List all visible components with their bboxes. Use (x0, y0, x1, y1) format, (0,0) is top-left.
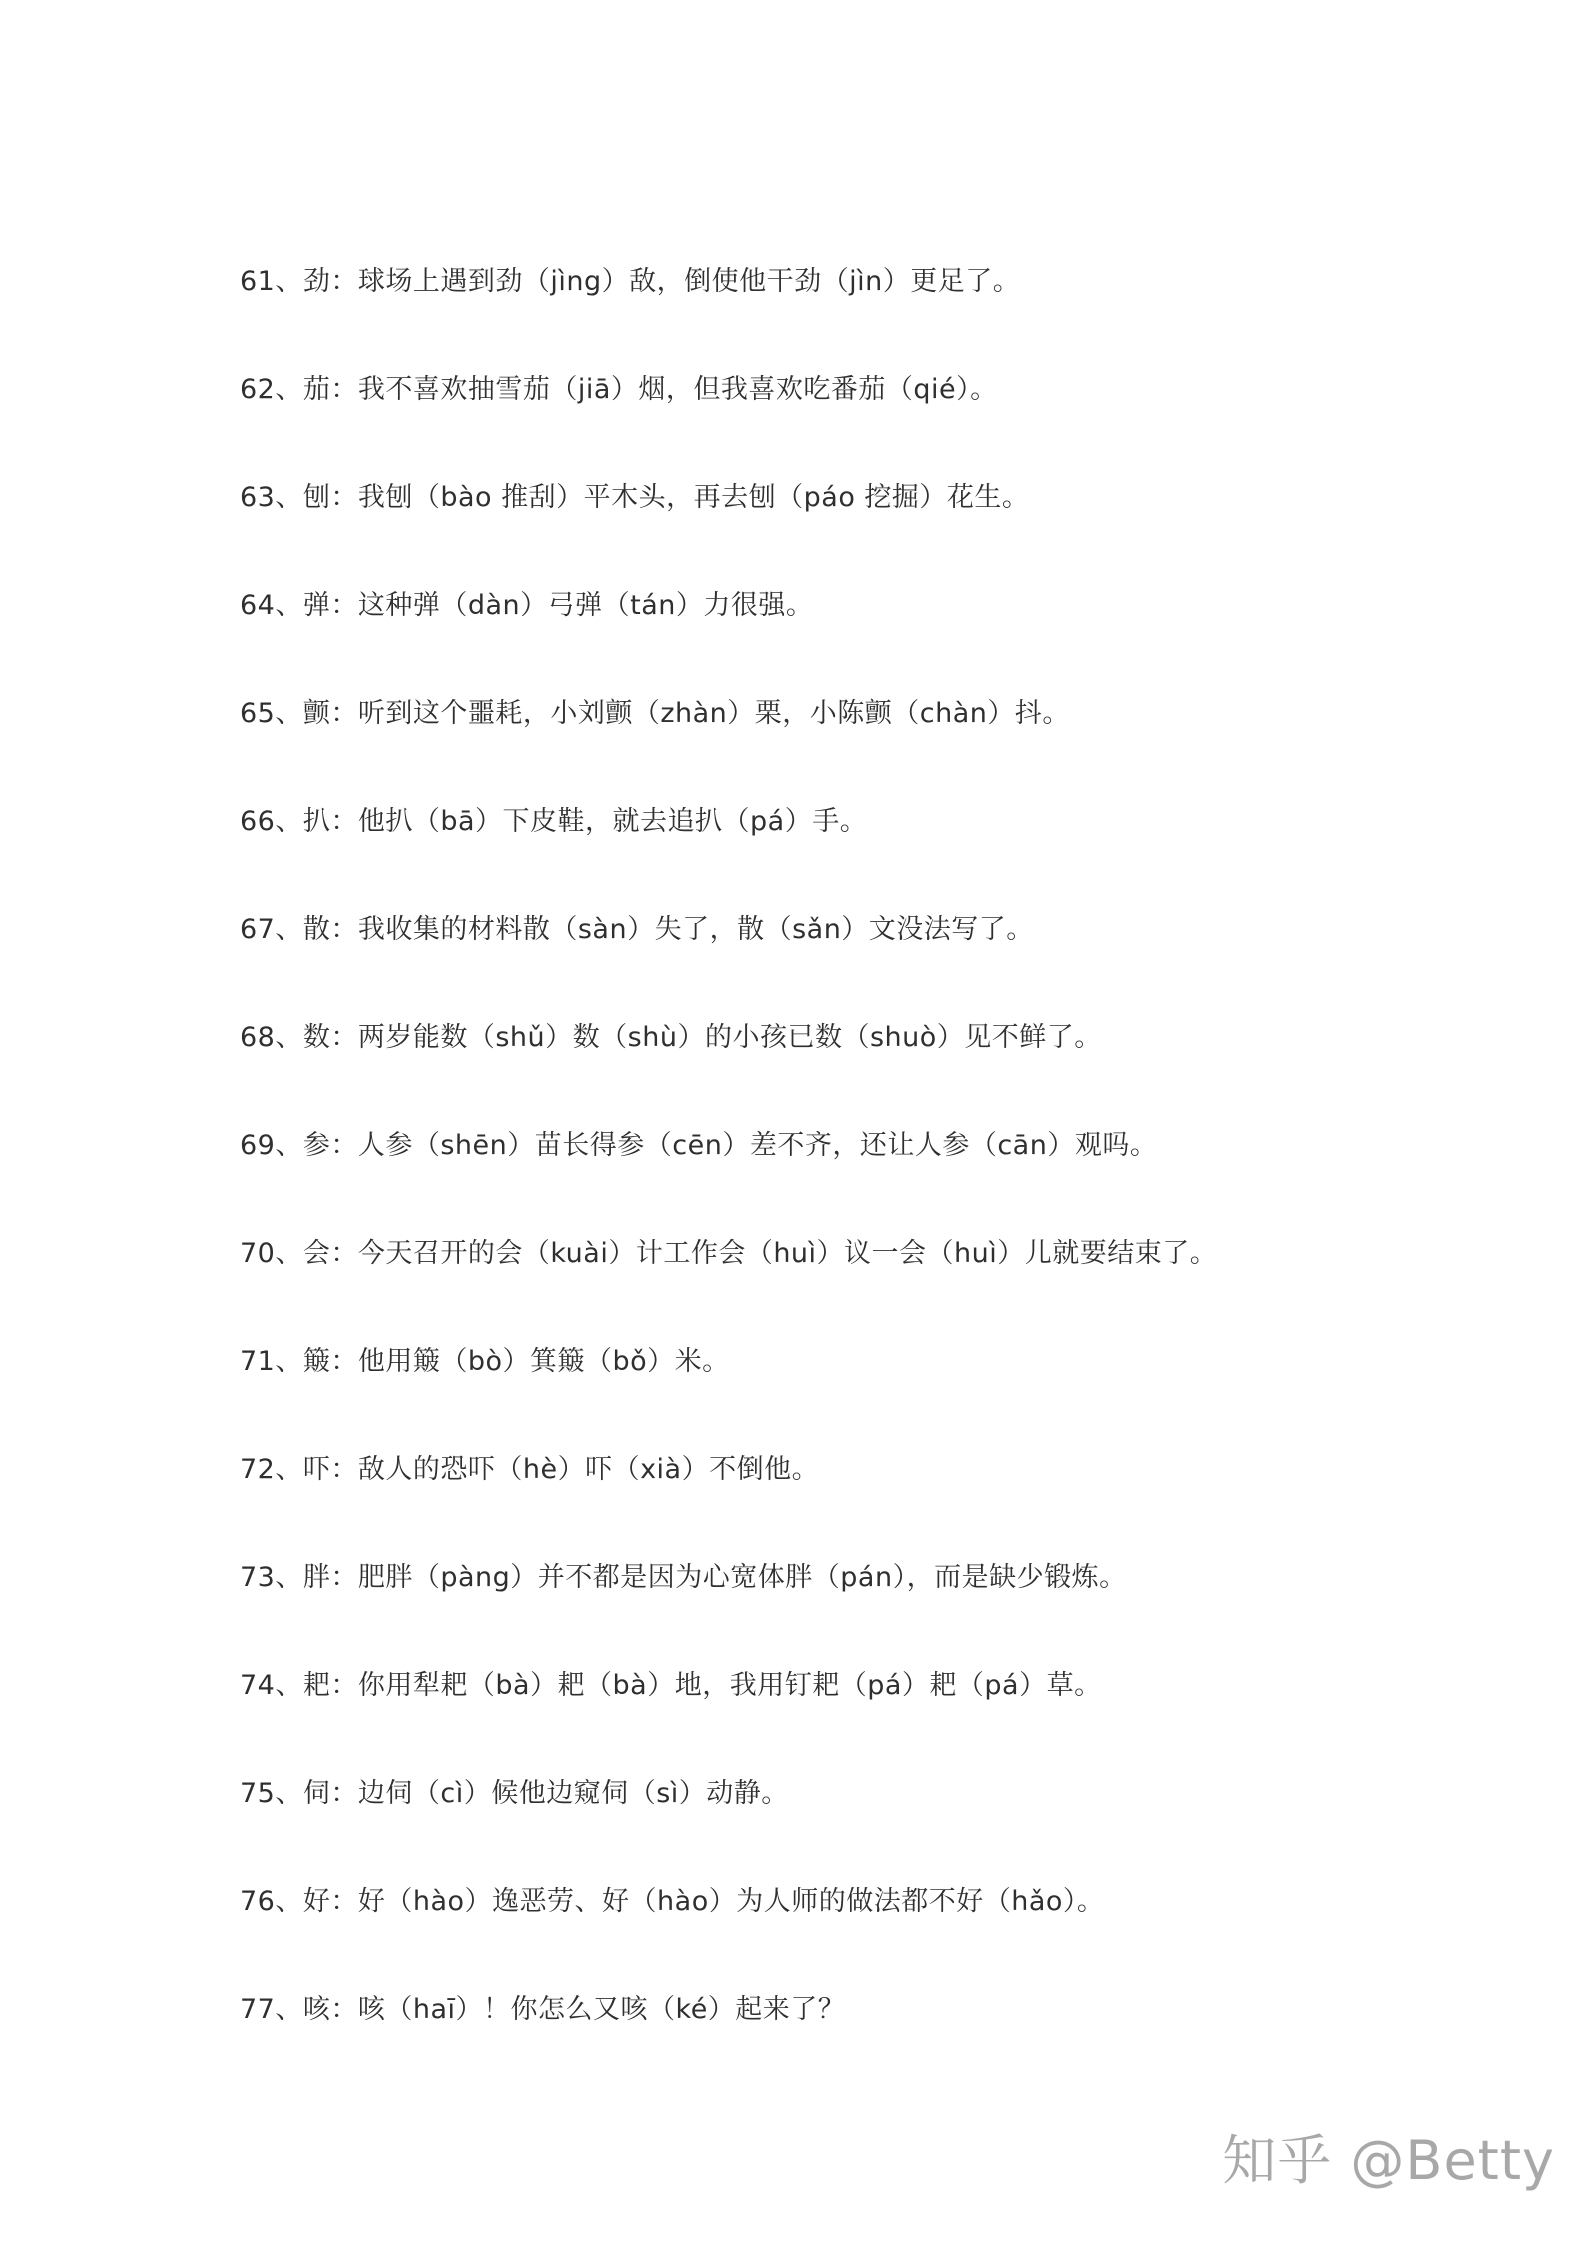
entry-65: 65、颤：听到这个噩耗，小刘颤（zhàn）栗，小陈颤（chàn）抖。 (240, 698, 1070, 729)
entry-list (240, 258, 1540, 2094)
entry-66: 66、扒：他扒（bā）下皮鞋，就去追扒（pá）手。 (240, 806, 868, 837)
zhihu-watermark: 知乎 @Betty (1222, 2129, 1555, 2192)
entry-70: 70、会：今天召开的会（kuài）计工作会（huì）议一会（huì）儿就要结束了。 (240, 1238, 1218, 1269)
entry-73: 73、胖：肥胖（pàng）并不都是因为心宽体胖（pán），而是缺少锻炼。 (240, 1562, 1127, 1593)
entry-69: 69、参：人参（shēn）苗长得参（cēn）差不齐，还让人参（cān）观吗。 (240, 1130, 1158, 1161)
entry-71: 71、簸：他用簸（bò）箕簸（bǒ）米。 (240, 1346, 730, 1377)
entry-68: 68、数：两岁能数（shǔ）数（shù）的小孩已数（shuò）见不鲜了。 (240, 1022, 1102, 1053)
entry-61: 61、劲：球场上遇到劲（jìng）敌，倒使他干劲（jìn）更足了。 (240, 266, 1021, 297)
entry-62: 62、茄：我不喜欢抽雪茄（jiā）烟，但我喜欢吃番茄（qié）。 (240, 374, 998, 405)
entry-74: 74、耙：你用犁耙（bà）耙（bà）地，我用钉耙（pá）耙（pá）草。 (240, 1670, 1102, 1701)
entry-67: 67、散：我收集的材料散（sàn）失了，散（sǎn）文没法写了。 (240, 914, 1034, 945)
entry-72: 72、吓：敌人的恐吓（hè）吓（xià）不倒他。 (240, 1454, 820, 1485)
entry-75: 75、伺：边伺（cì）候他边窥伺（sì）动静。 (240, 1778, 789, 1809)
entry-76: 76、好：好（hào）逸恶劳、好（hào）为人师的做法都不好（hǎo）。 (240, 1886, 1105, 1917)
entry-63: 63、刨：我刨（bào 推刮）平木头，再去刨（páo 挖掘）花生。 (240, 482, 1030, 513)
entry-77: 77、咳：咳（haī）！你怎么又咳（ké）起来了？ (240, 1994, 846, 2025)
entry-64: 64、弹：这种弹（dàn）弓弹（tán）力很强。 (240, 590, 814, 621)
